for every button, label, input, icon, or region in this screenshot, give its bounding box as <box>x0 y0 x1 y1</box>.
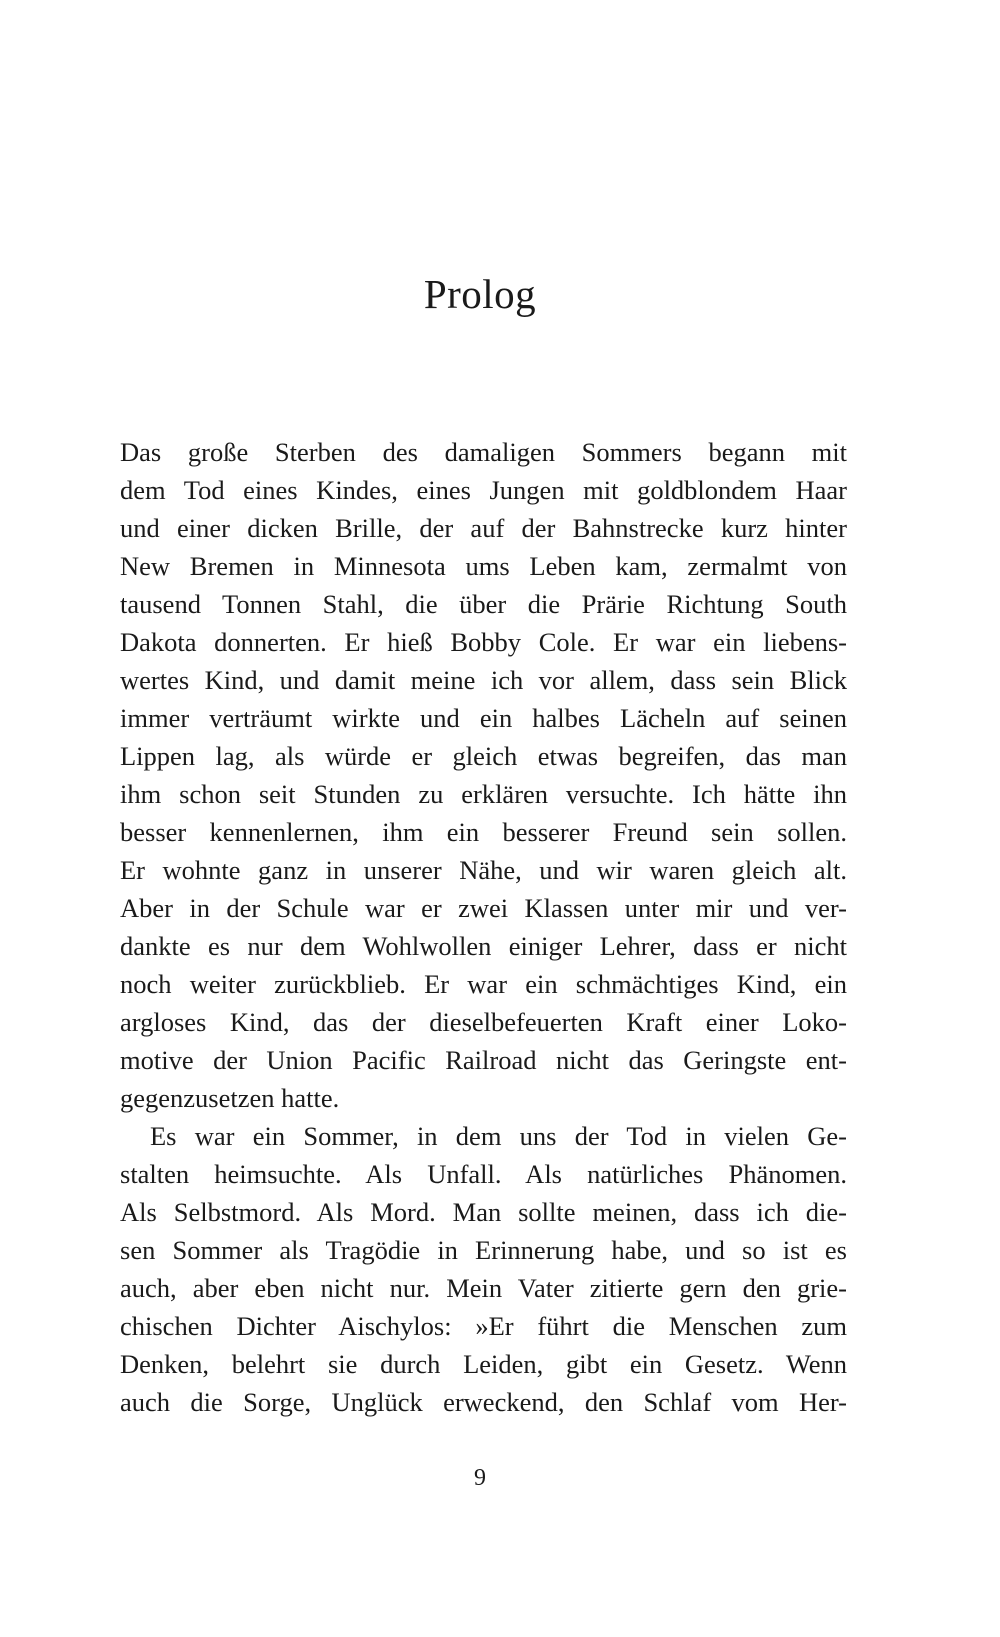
text-line: Aber in der Schule war er zwei Klassen unter mir und ver- <box>120 893 847 923</box>
text-line: auch die Sorge, Unglück erweckend, den Schlaf vom Her- <box>120 1387 847 1417</box>
body-text <box>120 433 847 1421</box>
text-line: sen Sommer als Tragödie in Erinnerung habe, und so ist es <box>120 1235 847 1265</box>
text-line: dem Tod eines Kindes, eines Jungen mit goldblondem Haar <box>120 475 847 505</box>
text-line: ihm schon seit Stunden zu erklären versuchte. Ich hätte ihn <box>120 779 847 809</box>
text-line: argloses Kind, das der dieselbefeuerten Kraft einer Loko- <box>120 1007 847 1037</box>
page-number: 9 <box>474 1465 486 1491</box>
text-line: auch, aber eben nicht nur. Mein Vater zitierte gern den grie- <box>120 1273 847 1303</box>
text-line: tausend Tonnen Stahl, die über die Prärie Richtung South <box>120 589 847 619</box>
paragraph-2 <box>120 1117 847 1421</box>
text-line: Lippen lag, als würde er gleich etwas begreifen, das man <box>120 741 847 771</box>
paragraph-1 <box>120 433 847 1117</box>
text-line: New Bremen in Minnesota ums Leben kam, zermalmt von <box>120 551 847 581</box>
text-line: gegenzusetzen hatte. <box>120 1083 340 1113</box>
text-line: wertes Kind, und damit meine ich vor allem, dass sein Blick <box>120 665 847 695</box>
text-line: motive der Union Pacific Railroad nicht das Geringste ent- <box>120 1045 847 1075</box>
text-line: Dakota donnerten. Er hieß Bobby Cole. Er war ein liebens- <box>120 627 847 657</box>
text-line: chischen Dichter Aischylos: »Er führt die Menschen zum <box>120 1311 847 1341</box>
text-line: Als Selbstmord. Als Mord. Man sollte meinen, dass ich die- <box>120 1197 847 1227</box>
text-line: stalten heimsuchte. Als Unfall. Als natürliches Phänomen. <box>120 1159 847 1189</box>
text-line: Er wohnte ganz in unserer Nähe, und wir waren gleich alt. <box>120 855 847 885</box>
text-line: Das große Sterben des damaligen Sommers begann mit <box>120 437 847 467</box>
chapter-title: Prolog <box>423 271 537 317</box>
text-line: noch weiter zurückblieb. Er war ein schmächtiges Kind, ein <box>120 969 847 999</box>
text-line: immer verträumt wirkte und ein halbes Lächeln auf seinen <box>120 703 847 733</box>
text-line: Es war ein Sommer, in dem uns der Tod in vielen Ge- <box>150 1121 847 1151</box>
text-line: besser kennenlernen, ihm ein besserer Freund sein sollen. <box>120 817 847 847</box>
text-line: Denken, belehrt sie durch Leiden, gibt ein Gesetz. Wenn <box>120 1349 847 1379</box>
text-line: und einer dicken Brille, der auf der Bahnstrecke kurz hinter <box>120 513 847 543</box>
text-line: dankte es nur dem Wohlwollen einiger Lehrer, dass er nicht <box>120 931 847 961</box>
